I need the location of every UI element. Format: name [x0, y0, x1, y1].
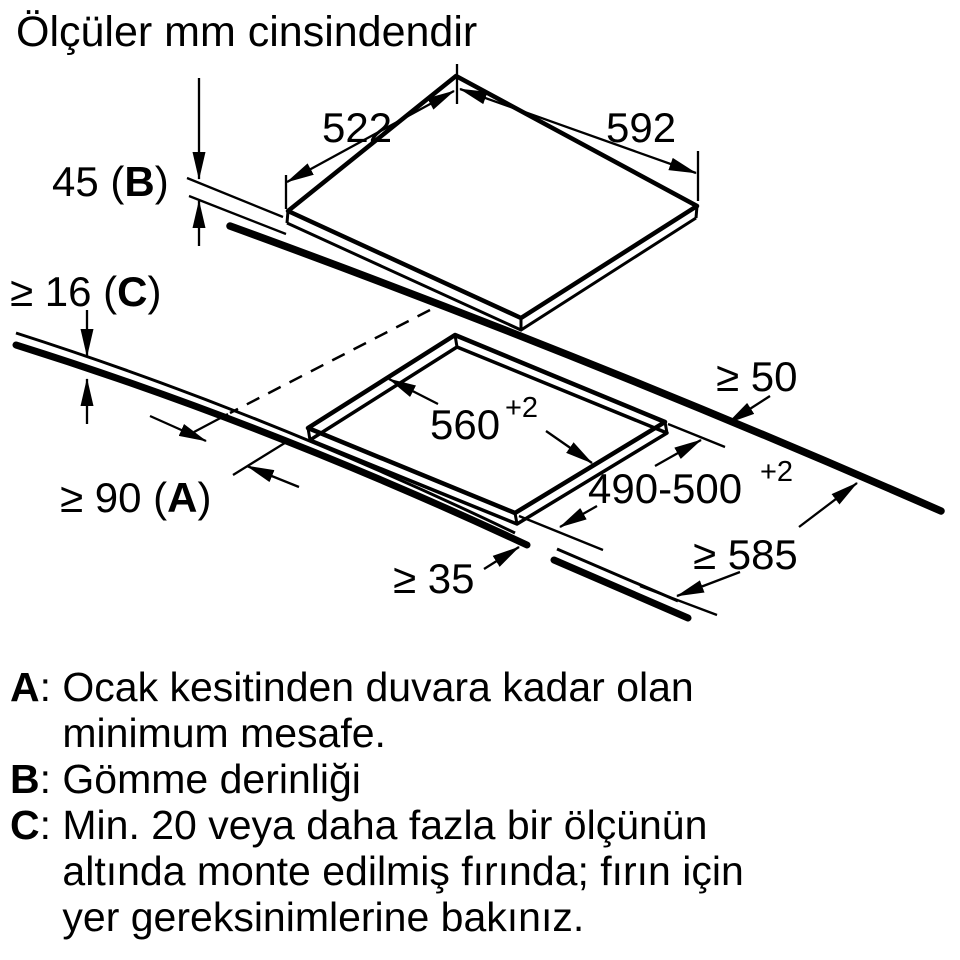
ext-line-cutout-left [233, 441, 288, 475]
legend-text-A: Ocak kesitinden duvara kadar olan minimum mesafe. [62, 664, 694, 756]
legend-item-B [10, 756, 840, 802]
dim-label-490-500-sup: +2 [760, 456, 794, 488]
dim-label-90-A: ≥ 90 (A) [60, 474, 212, 521]
legend-item-A [10, 664, 840, 756]
dim-label-592: 592 [606, 104, 677, 151]
worktop-front-edge-bottom-right [554, 560, 688, 618]
side-wall-dashed-line [230, 310, 430, 413]
dim-arrow-490-up [655, 440, 701, 466]
side-wall-extension [194, 414, 228, 432]
legend-key-A: A: [10, 664, 63, 710]
legend-text-C: Min. 20 veya daha fazla bir ölçünün altında monte edilmiş fırında; fırın için yer gereksinimlerine bakınız. [62, 802, 744, 940]
dim-arrow-585-up [799, 483, 857, 527]
legend-key-C: C: [10, 802, 63, 848]
legend [10, 664, 840, 940]
legend-text-B: Gömme derinliği [62, 756, 361, 802]
dim-arrow-35 [484, 547, 519, 569]
ext-line-cutout-bottom [519, 516, 603, 550]
dim-label-490-500: 490-500 [588, 465, 743, 512]
legend-key-B: B: [10, 756, 63, 802]
dim-label-560: 560 [430, 401, 501, 448]
dim-arrow-50 [728, 396, 770, 423]
dim-label-50: ≥ 50 [716, 353, 798, 400]
ext-line-glass-top [187, 178, 283, 217]
dim-label-522: 522 [322, 104, 393, 151]
dim-label-560-sup: +2 [505, 392, 539, 424]
page-title: Ölçüler mm cinsindendir [16, 8, 478, 56]
dim-label-585: ≥ 585 [693, 531, 798, 578]
dim-label-35: ≥ 35 [393, 555, 475, 602]
legend-item-C [10, 802, 840, 940]
dim-arrow-90-right [150, 416, 206, 441]
dim-arrow-560-right [546, 431, 592, 463]
dim-label-45-B: 45 (B) [52, 158, 169, 205]
dim-arrow-90-left [247, 466, 299, 487]
dim-label-16-C: ≥ 16 (C) [10, 268, 162, 315]
